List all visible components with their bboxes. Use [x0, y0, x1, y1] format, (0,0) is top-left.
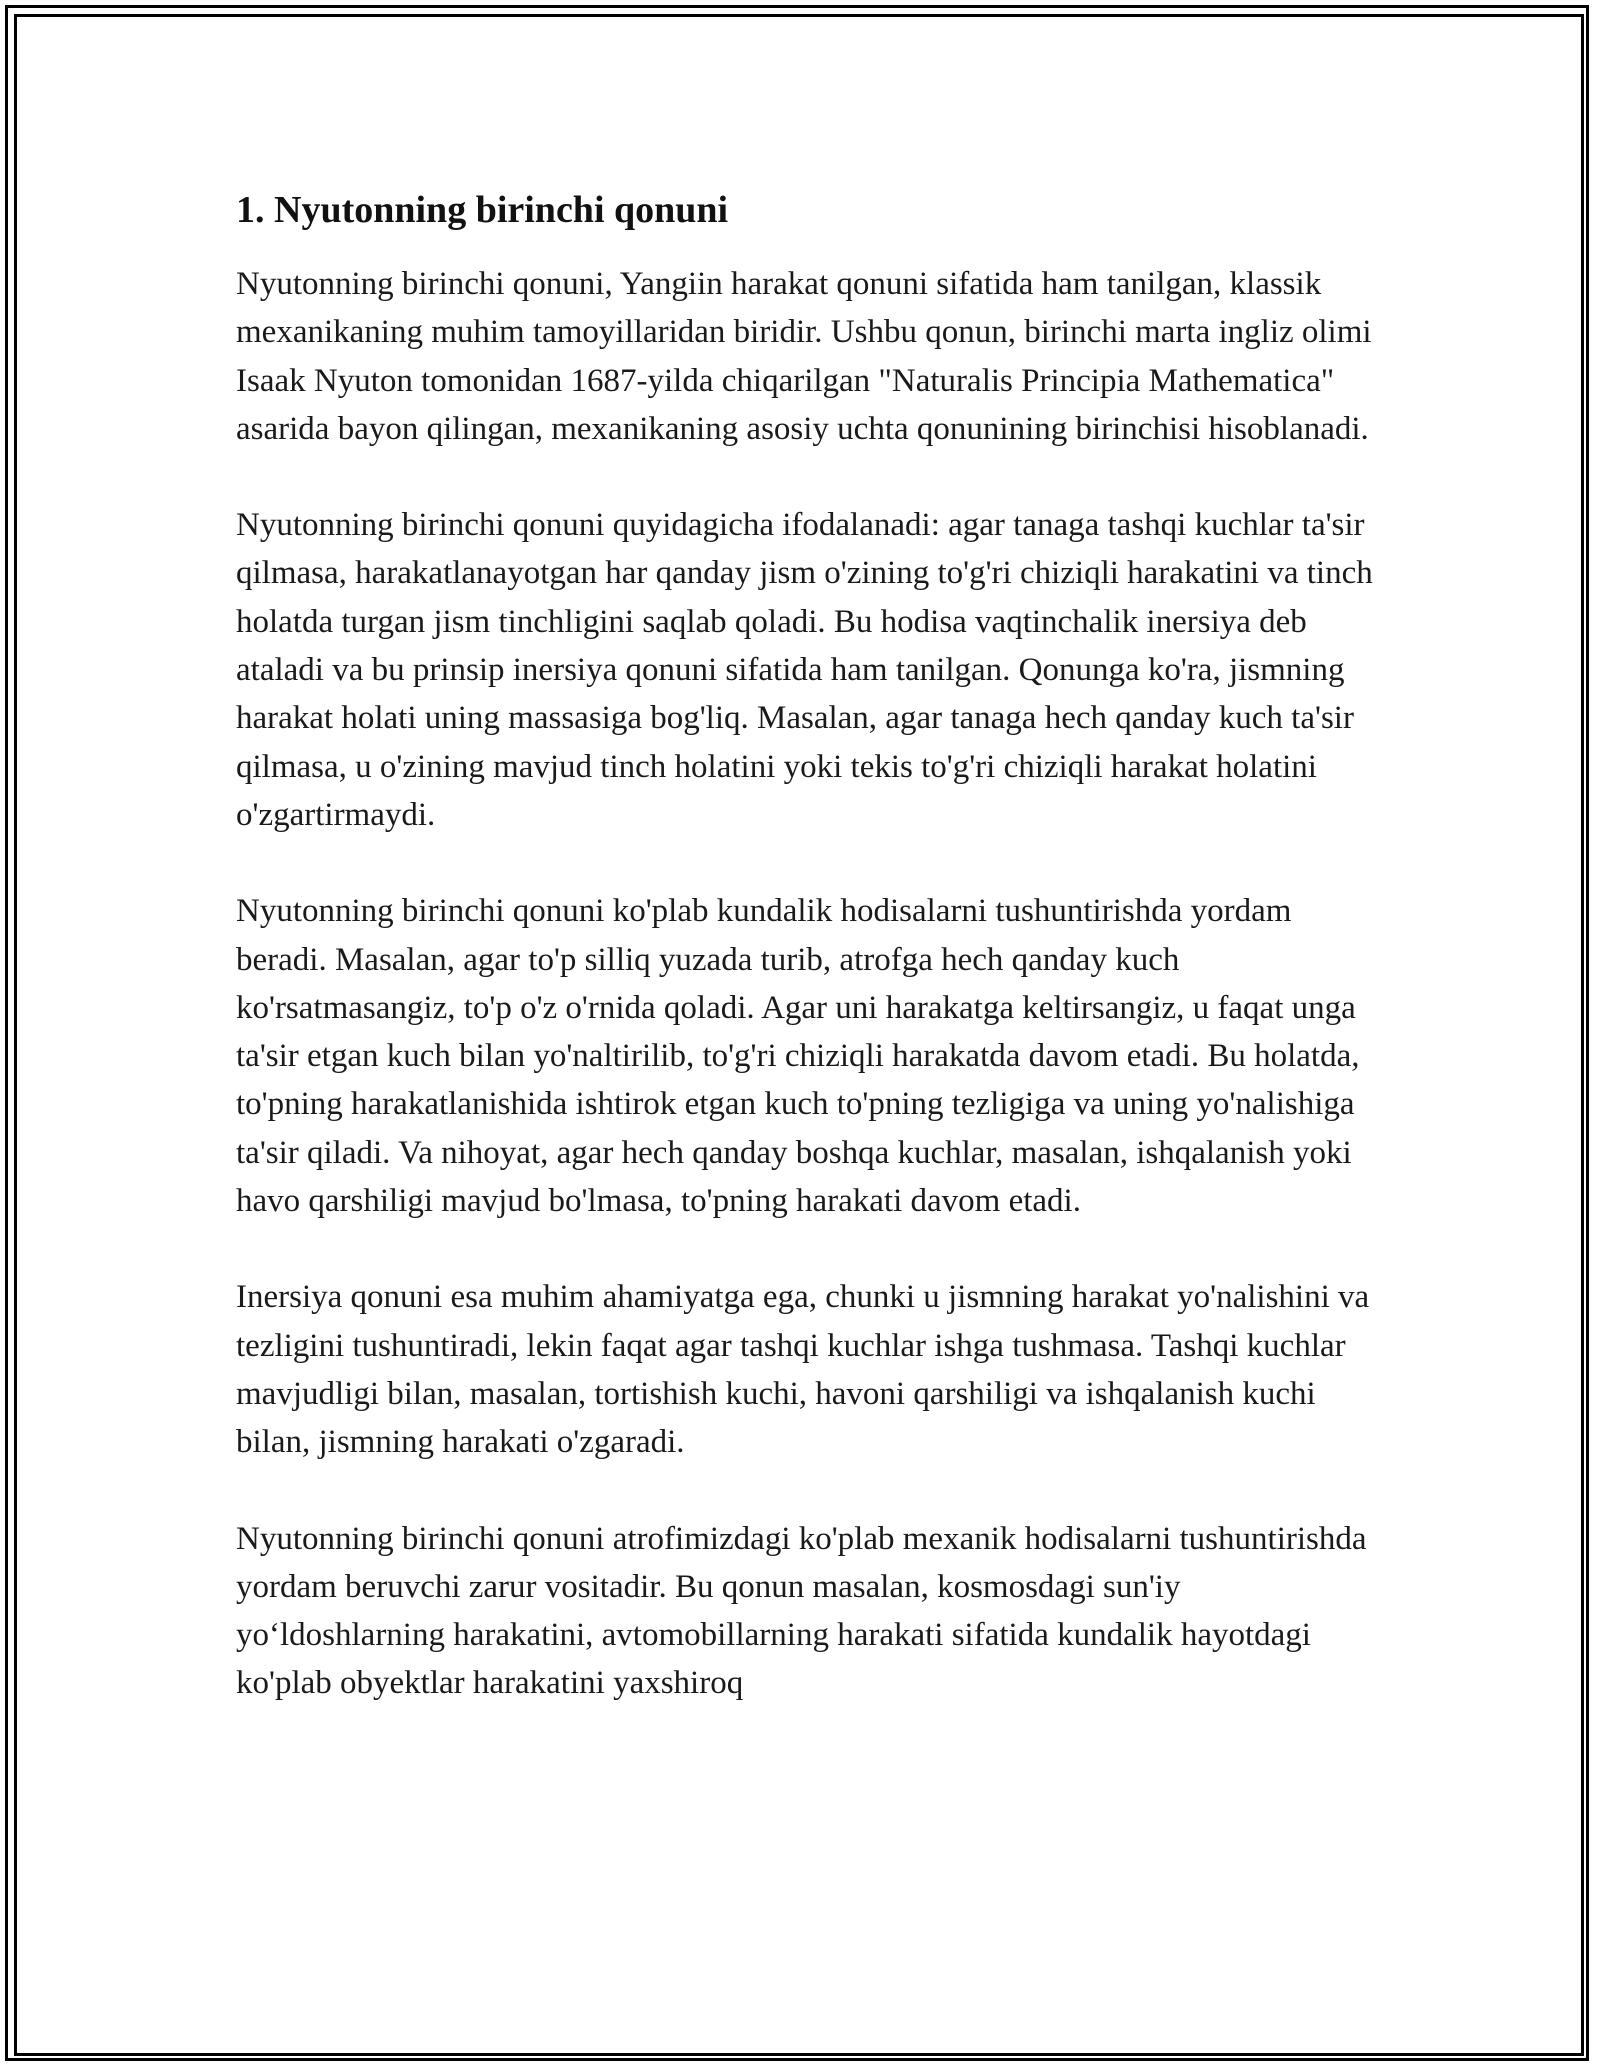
section-title: 1. Nyutonning birinchi qonuni [236, 189, 729, 231]
document-body [236, 186, 1376, 1756]
paragraph-2: Nyutonning birinchi qonuni quyidagicha ifodalanadi: agar tanaga tashqi kuchlar ta'sir qilmasa, harakatlanayotgan har qanday jism o'zining to'g'ri chiziqli harakatini va tinch holatda turgan jism tinchligini saqlab qoladi. Bu hodisa vaqtinchalik inersiya deb ataladi va bu prinsip inersiya qonuni sifatida ham tanilgan. Qonunga ko'ra, jismning harakat holati uning massasiga bog'liq. Masalan, agar tanaga hech qanday kuch ta'sir qilmasa, u o'zining mavjud tinch holatini yoki tekis to'g'ri chiziqli harakat holatini o'zgartirmaydi. [236, 507, 1373, 833]
paragraph-3: Nyutonning birinchi qonuni ko'plab kundalik hodisalarni tushuntirishda yordam beradi. Masalan, agar to'p silliq yuzada turib, atrofga hech qanday kuch ko'rsatmasangiz, to'p o'z o'rnida qoladi. Agar uni harakatga keltirsangiz, u faqat unga ta'sir etgan kuch bilan yo'naltirilib, to'g'ri chiziqli harakatda davom etadi. Bu holatda, to'pning harakatlanishida ishtirok etgan kuch to'pning tezligiga va uning yo'nalishiga ta'sir qiladi. Va nihoyat, agar hech qanday boshqa kuchlar, masalan, ishqalanish yoki havo qarshiligi mavjud bo'lmasa, to'pning harakati davom etadi. [236, 893, 1360, 1220]
paragraph-4: Inersiya qonuni esa muhim ahamiyatga ega, chunki u jismning harakat yo'nalishini va tezligini tushuntiradi, lekin faqat agar tashqi kuchlar ishga tushmasa. Tashqi kuchlar mavjudligi bilan, masalan, tortishish kuchi, havoni qarshiligi va ishqalanish kuchi bilan, jismning harakati o'zgaradi. [236, 1279, 1370, 1461]
paragraph-1: Nyutonning birinchi qonuni, Yangiin harakat qonuni sifatida ham tanilgan, klassik mexanikaning muhim tamoyillaridan biridir. Ushbu qonun, birinchi marta ingliz olimi Isaak Nyuton tomonidan 1687-yilda chiqarilgan "Naturalis Principia Mathematica" asarida bayon qilingan, mexanikaning asosiy uchta qonunining birinchisi hisoblanadi. [236, 266, 1372, 447]
paragraph-5: Nyutonning birinchi qonuni atrofimizdagi ko'plab mexanik hodisalarni tushuntirishda yordam beruvchi zarur vositadir. Bu qonun masalan, kosmosdagi sun'iy yo‘ldoshlarning harakatini, avtomobillarning harakati sifatida kundalik hayotdagi ko'plab obyektlar harakatini yaxshiroq [236, 1520, 1367, 1702]
